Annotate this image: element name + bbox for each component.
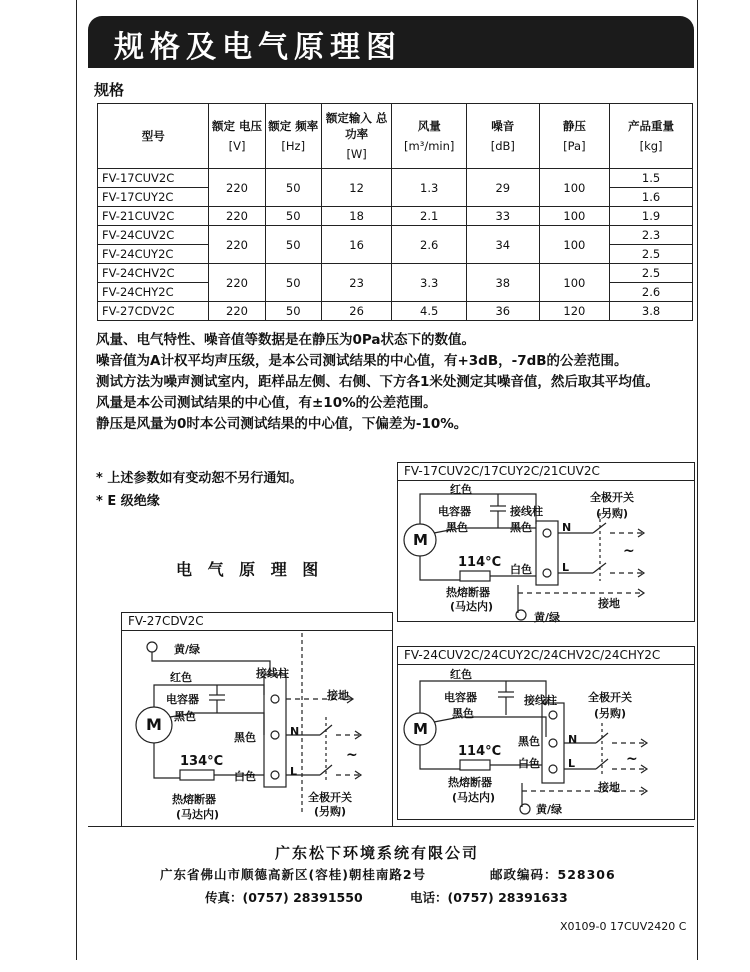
fuse-note: (马达内): [176, 808, 220, 821]
table-row: [98, 302, 693, 321]
black-label: 黑色: [174, 710, 196, 723]
star-note: * 上述参数如有变动恕不另行通知。: [96, 471, 303, 486]
power-cell: 16: [321, 226, 392, 264]
model-cell: FV-27CDV2C: [98, 302, 209, 321]
fuse-temp: 134°C: [180, 754, 224, 769]
capacitor-label: 电容器: [166, 693, 199, 706]
fuse-temp: 114°C: [458, 744, 502, 759]
noise-cell: 36: [467, 302, 540, 321]
frequency-cell: 50: [265, 207, 321, 226]
model-cell: FV-24CHV2C: [98, 264, 209, 283]
frequency-cell: 50: [265, 302, 321, 321]
yellow-green-label: 黄/绿: [536, 803, 563, 816]
note-line: 风量、电气特性、噪音值等数据是在静压为0Pa状态下的数值。: [96, 332, 476, 348]
header-model: 型号: [98, 104, 209, 169]
yellow-green-label: 黄/绿: [534, 611, 561, 624]
voltage-cell: 220: [209, 207, 265, 226]
header-frequency: 额定 频率 [Hz]: [265, 104, 321, 169]
model-cell: FV-24CHY2C: [98, 283, 209, 302]
wiring-1-lines: [398, 463, 694, 621]
notes: [96, 330, 696, 435]
spec-table: [97, 103, 693, 321]
white-label: 白色: [510, 563, 532, 576]
company-name: 广东松下环境系统有限公司: [275, 844, 480, 862]
weight-cell: 1.9: [610, 207, 693, 226]
airflow-cell: 2.1: [392, 207, 467, 226]
noise-cell: 29: [467, 169, 540, 207]
pressure-cell: 100: [539, 264, 610, 302]
weight-cell: 1.6: [610, 188, 693, 207]
phone-number: 电话：(0757) 28391633: [410, 890, 568, 905]
diagram-title: 电 气 原 理 图: [176, 560, 324, 579]
fuse-label: 热熔断器: [448, 776, 492, 789]
voltage-cell: 220: [209, 169, 265, 207]
fuse-label: 热熔断器: [172, 793, 216, 806]
note-line: 噪音值为A计权平均声压级，是本公司测试结果的中心值，有+3dB，-7dB的公差范围。: [96, 353, 628, 369]
l-terminal: L: [568, 757, 576, 770]
motor-icon: M: [413, 720, 428, 738]
power-cell: 26: [321, 302, 392, 321]
model-cell: FV-24CUV2C: [98, 226, 209, 245]
white-label: 白色: [234, 770, 256, 783]
note-line: 测试方法为噪声测试室内，距样品左侧、右侧、下方各1米处测定其噪音值，然后取其平均值。: [96, 374, 659, 390]
header-weight: 产品重量 [kg]: [610, 104, 693, 169]
capacitor-label: 电容器: [438, 505, 471, 518]
black-label: 黑色: [510, 521, 532, 534]
fuse-temp: 114°C: [458, 555, 502, 570]
red-label: 红色: [450, 668, 472, 681]
terminal-label: 接线柱: [256, 667, 289, 680]
switch-note: (另购): [314, 805, 347, 818]
ac-symbol: ~: [623, 543, 635, 559]
capacitor-label: 电容器: [444, 691, 477, 704]
power-cell: 23: [321, 264, 392, 302]
fuse-note: (马达内): [450, 600, 494, 613]
switch-note: (另购): [596, 507, 629, 520]
noise-cell: 34: [467, 226, 540, 264]
l-terminal: L: [562, 561, 570, 574]
pressure-cell: 100: [539, 226, 610, 264]
model-cell: FV-17CUY2C: [98, 188, 209, 207]
diagram-3-title: FV-24CUV2C/24CUY2C/24CHV2C/24CHY2C: [398, 647, 694, 665]
model-cell: FV-24CUY2C: [98, 245, 209, 264]
model-cell: FV-17CUV2C: [98, 169, 209, 188]
wiring-3-lines: [398, 647, 694, 819]
voltage-cell: 220: [209, 226, 265, 264]
switch-note: (另购): [594, 707, 627, 720]
l-terminal: L: [290, 765, 298, 778]
n-terminal: N: [568, 733, 578, 746]
wiring-diagram-3: [397, 646, 695, 820]
note-line: 风量是本公司测试结果的中心值，有±10%的公差范围。: [96, 395, 437, 411]
header-voltage: 额定 电压 [V]: [209, 104, 265, 169]
black-label: 黑色: [446, 521, 468, 534]
n-terminal: N: [562, 521, 572, 534]
white-label: 白色: [518, 757, 540, 770]
header-power: 额定输入 总功率 [W]: [321, 104, 392, 169]
weight-cell: 2.6: [610, 283, 693, 302]
terminal-label: 接线柱: [510, 505, 543, 518]
ground-label: 接地: [327, 689, 349, 702]
switch-label: 全极开关: [590, 491, 634, 504]
weight-cell: 1.5: [610, 169, 693, 188]
fuse-label: 热熔断器: [446, 586, 490, 599]
table-header-row: [98, 104, 693, 169]
footer-divider: [88, 826, 694, 827]
postal-code: 邮政编码：528306: [490, 867, 616, 882]
ac-symbol: ~: [346, 747, 358, 763]
wiring-diagram-1: [397, 462, 695, 622]
voltage-cell: 220: [209, 302, 265, 321]
black-label: 黑色: [452, 707, 474, 720]
wiring-diagram-2: [121, 612, 393, 827]
power-cell: 12: [321, 169, 392, 207]
motor-icon: M: [146, 715, 162, 734]
noise-cell: 38: [467, 264, 540, 302]
diagram-2-title: FV-27CDV2C: [122, 613, 392, 631]
ac-symbol: ~: [626, 751, 638, 767]
airflow-cell: 4.5: [392, 302, 467, 321]
black-label: 黑色: [518, 735, 540, 748]
power-cell: 18: [321, 207, 392, 226]
ground-label: 接地: [598, 597, 620, 610]
diagram-1-title: FV-17CUV2C/17CUY2C/21CUV2C: [398, 463, 694, 481]
frequency-cell: 50: [265, 264, 321, 302]
model-cell: FV-21CUV2C: [98, 207, 209, 226]
pressure-cell: 100: [539, 169, 610, 207]
black-label: 黑色: [234, 731, 256, 744]
weight-cell: 2.3: [610, 226, 693, 245]
fax-number: 传真：(0757) 28391550: [205, 890, 363, 905]
weight-cell: 3.8: [610, 302, 693, 321]
title-banner: [88, 16, 694, 68]
yellow-green-label: 黄/绿: [174, 643, 201, 656]
table-row: [98, 207, 693, 226]
switch-label: 全极开关: [588, 691, 632, 704]
airflow-cell: 1.3: [392, 169, 467, 207]
weight-cell: 2.5: [610, 245, 693, 264]
red-label: 红色: [450, 483, 472, 496]
table-row: [98, 226, 693, 245]
company-address: 广东省佛山市顺德高新区(容桂)朝桂南路2号: [160, 867, 427, 882]
fuse-note: (马达内): [452, 791, 496, 804]
document-code: X0109-0 17CUV2420 C: [560, 920, 687, 933]
header-pressure: 静压 [Pa]: [539, 104, 610, 169]
noise-cell: 33: [467, 207, 540, 226]
airflow-cell: 2.6: [392, 226, 467, 264]
header-airflow: 风量 [m³/min]: [392, 104, 467, 169]
airflow-cell: 3.3: [392, 264, 467, 302]
voltage-cell: 220: [209, 264, 265, 302]
red-label: 红色: [170, 671, 192, 684]
table-row: [98, 264, 693, 283]
ground-label: 接地: [598, 781, 620, 794]
frequency-cell: 50: [265, 226, 321, 264]
switch-label: 全极开关: [308, 791, 352, 804]
n-terminal: N: [290, 725, 300, 738]
table-row: [98, 169, 693, 188]
pressure-cell: 100: [539, 207, 610, 226]
page-title: 规格及电气原理图: [114, 30, 402, 65]
header-noise: 噪音 [dB]: [467, 104, 540, 169]
frequency-cell: 50: [265, 169, 321, 207]
motor-icon: M: [413, 531, 428, 549]
star-note: * E 级绝缘: [96, 494, 160, 509]
note-line: 静压是风量为0时本公司测试结果的中心值，下偏差为-10%。: [96, 416, 468, 432]
pressure-cell: 120: [539, 302, 610, 321]
weight-cell: 2.5: [610, 264, 693, 283]
section-title: 规格: [94, 81, 125, 99]
terminal-label: 接线柱: [524, 694, 557, 707]
